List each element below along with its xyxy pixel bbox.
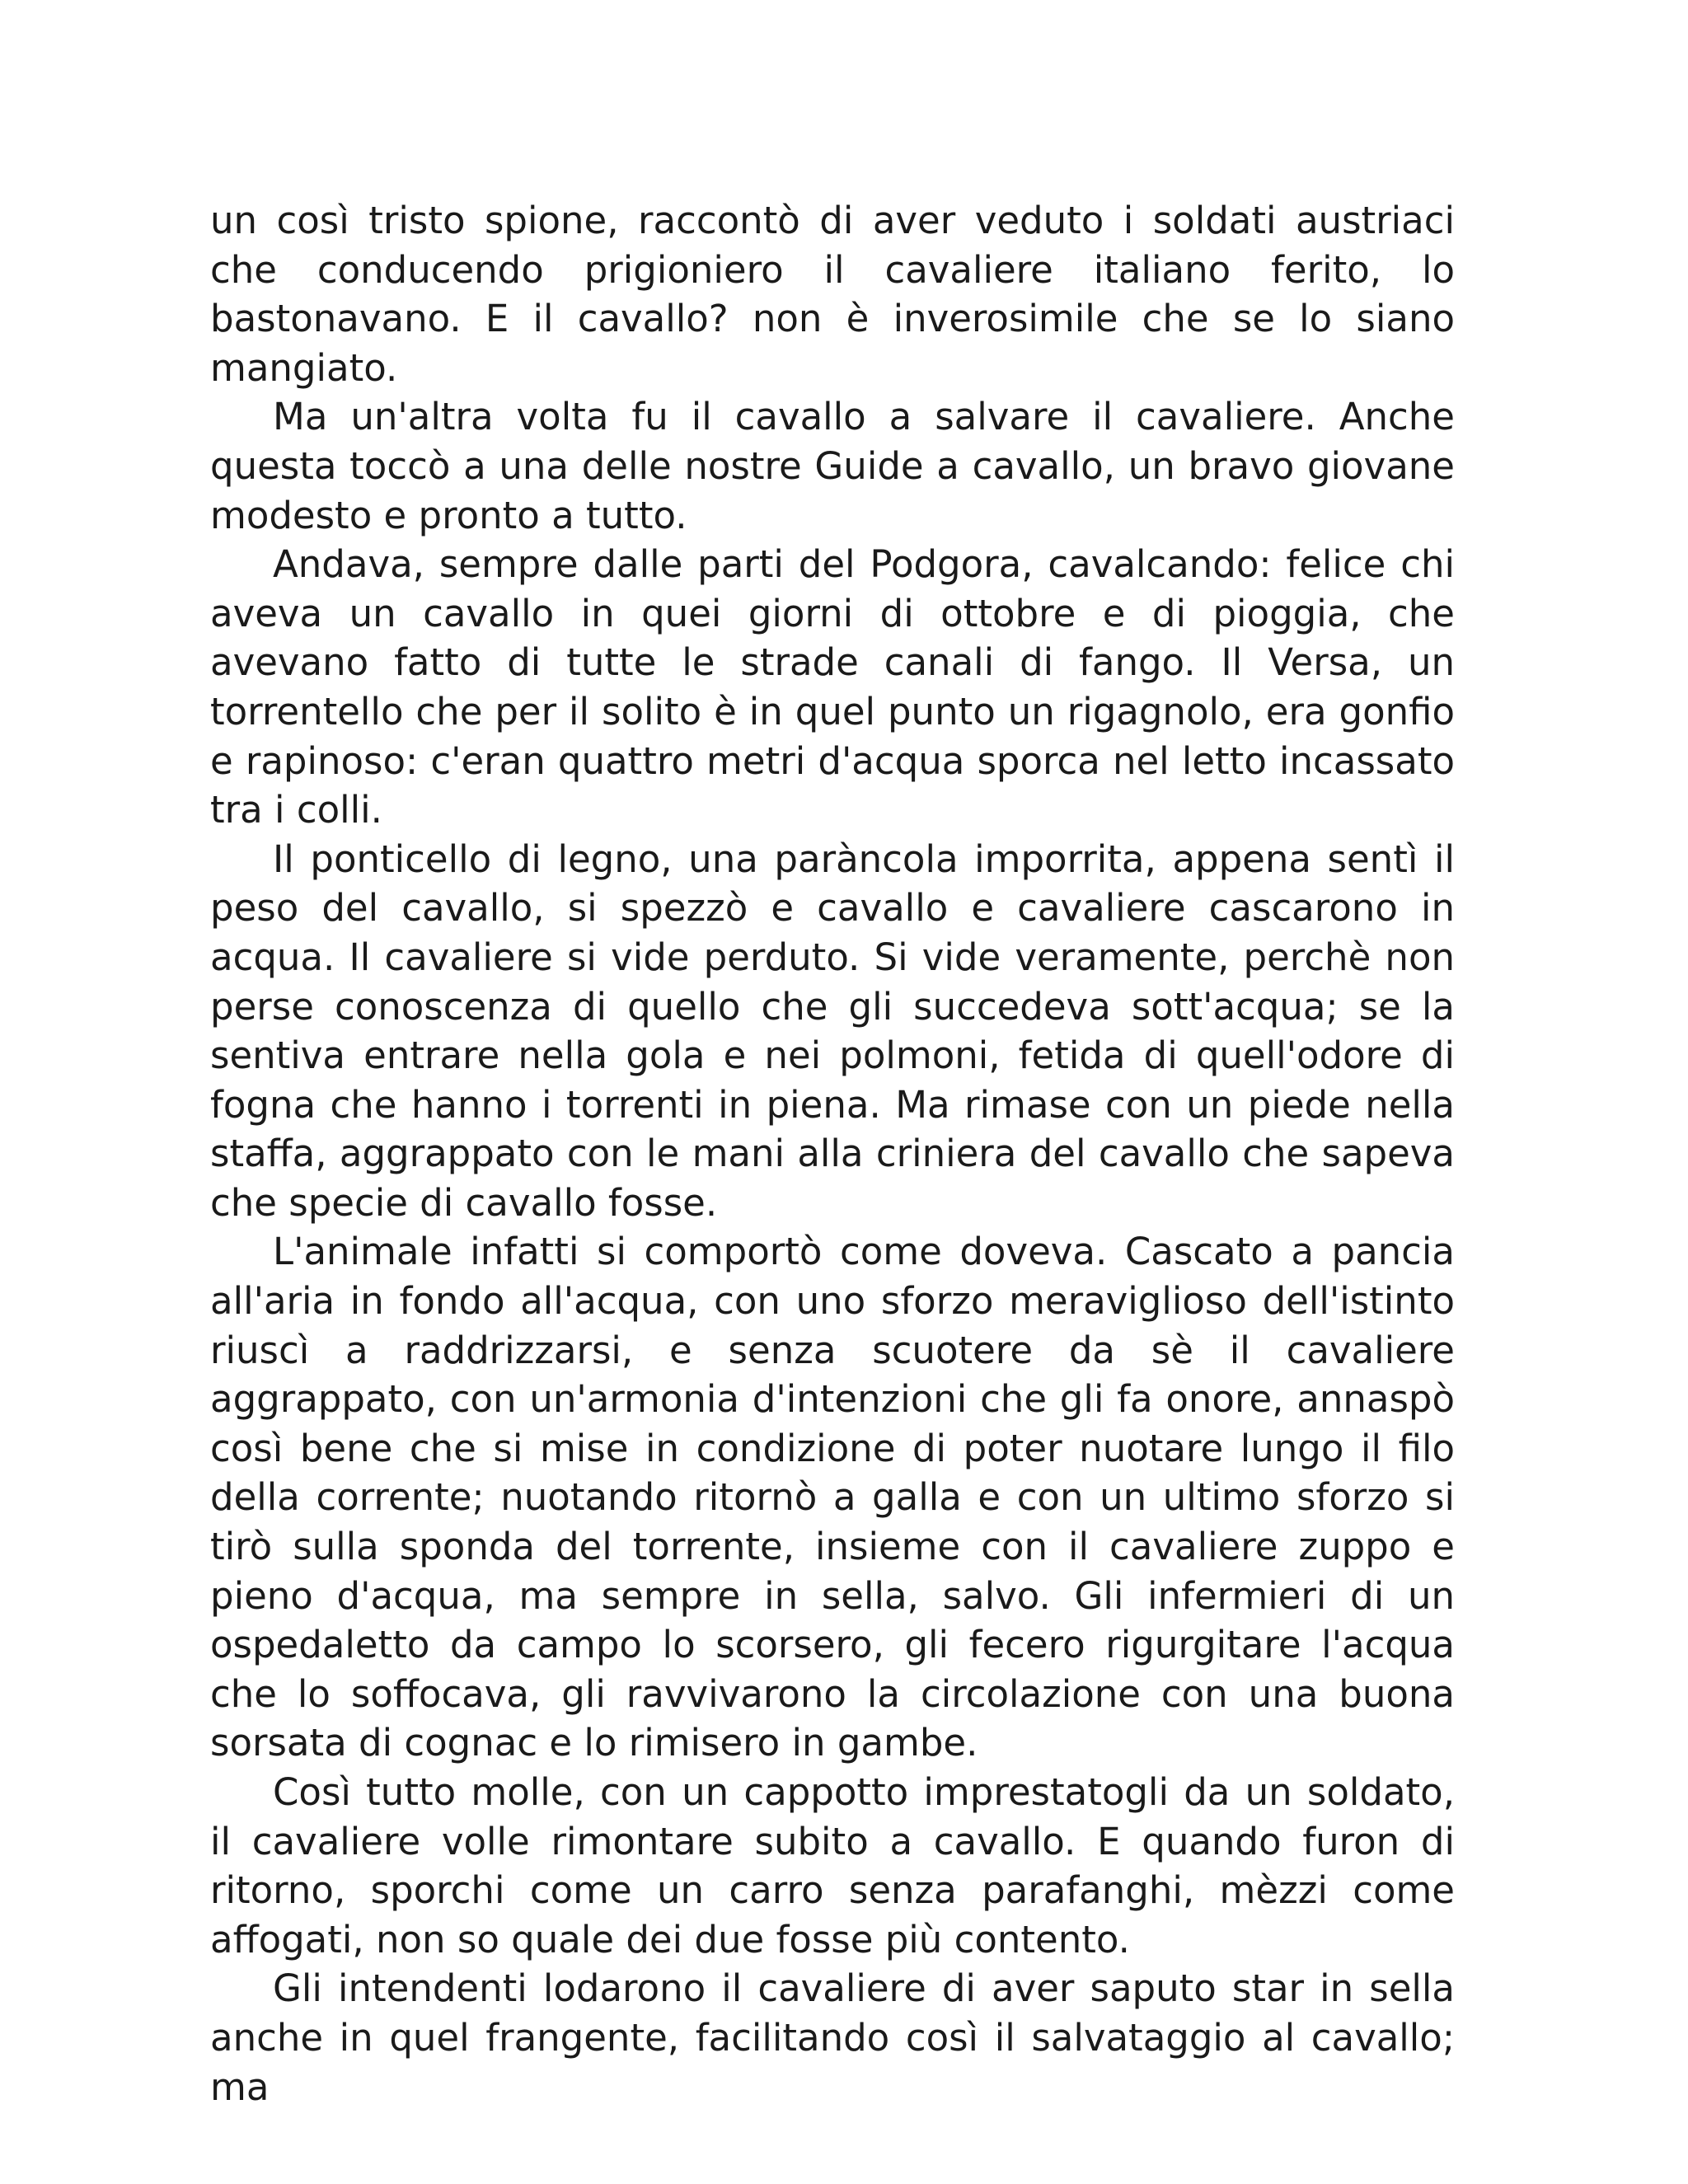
paragraph-4: Il ponticello di legno, una paràncola imporrita, appena sentì il peso del cavallo, si spezzò e cavallo e cavaliere cascarono in acqua. Il cavaliere si vide perduto. Si vide veramente, perchè non perse conoscenza di quello che gli succedeva sott'acqua; se la sentiva entrare nella gola e nei polmoni, fetida di quell'odore di fogna che hanno i torrenti in piena. Ma rimase con un piede nella staffa, aggrappato con le mani alla criniera del cavallo che sapeva che specie di cavallo fosse. [210,837,1455,1225]
page-body [210,196,1455,2111]
paragraph-1: un così tristo spione, raccontò di aver veduto i soldati austriaci che conducendo prigioniero il cavaliere italiano ferito, lo bastonavano. E il cavallo? non è inverosimile che se lo siano mangiato. [210,199,1455,390]
paragraph-3: Andava, sempre dalle parti del Podgora, cavalcando: felice chi aveva un cavallo in quei giorni di ottobre e di pioggia, che avevano fatto di tutte le strade canali di fango. Il Versa, un torrentello che per il solito è in quel punto un rigagnolo, era gonfio e rapinoso: c'eran quattro metri d'acqua sporca nel letto incassato tra i colli. [210,542,1455,832]
paragraph-5: L'animale infatti si comportò come doveva. Cascato a pancia all'aria in fondo all'acqua, con uno sforzo meraviglioso dell'istinto riuscì a raddrizzarsi, e senza scuotere da sè il cavaliere aggrappato, con un'armonia d'intenzioni che gli fa onore, annaspò così bene che si mise in condizione di poter nuotare lungo il filo della corrente; nuotando ritornò a galla e con un ultimo sforzo si tirò sulla sponda del torrente, insieme con il cavaliere zuppo e pieno d'acqua, ma sempre in sella, salvo. Gli infermieri di un ospedaletto da campo lo scorsero, gli fecero rigurgitare l'acqua che lo soffocava, gli ravvivarono la circolazione con una buona sorsata di cognac e lo rimisero in gambe. [210,1230,1455,1765]
paragraph-6: Così tutto molle, con un cappotto imprestatogli da un soldato, il cavaliere volle rimontare subito a cavallo. E quando furon di ritorno, sporchi come un carro senza parafanghi, mèzzi come affogati, non so quale dei due fosse più contento. [210,1770,1455,1961]
paragraph-2: Ma un'altra volta fu il cavallo a salvare il cavaliere. Anche questa toccò a una delle nostre Guide a cavallo, un bravo giovane modesto e pronto a tutto. [210,395,1455,537]
paragraph-7: Gli intendenti lodarono il cavaliere di aver saputo star in sella anche in quel frangente, facilitando così il salvataggio al cavallo; ma [210,1966,1455,2109]
